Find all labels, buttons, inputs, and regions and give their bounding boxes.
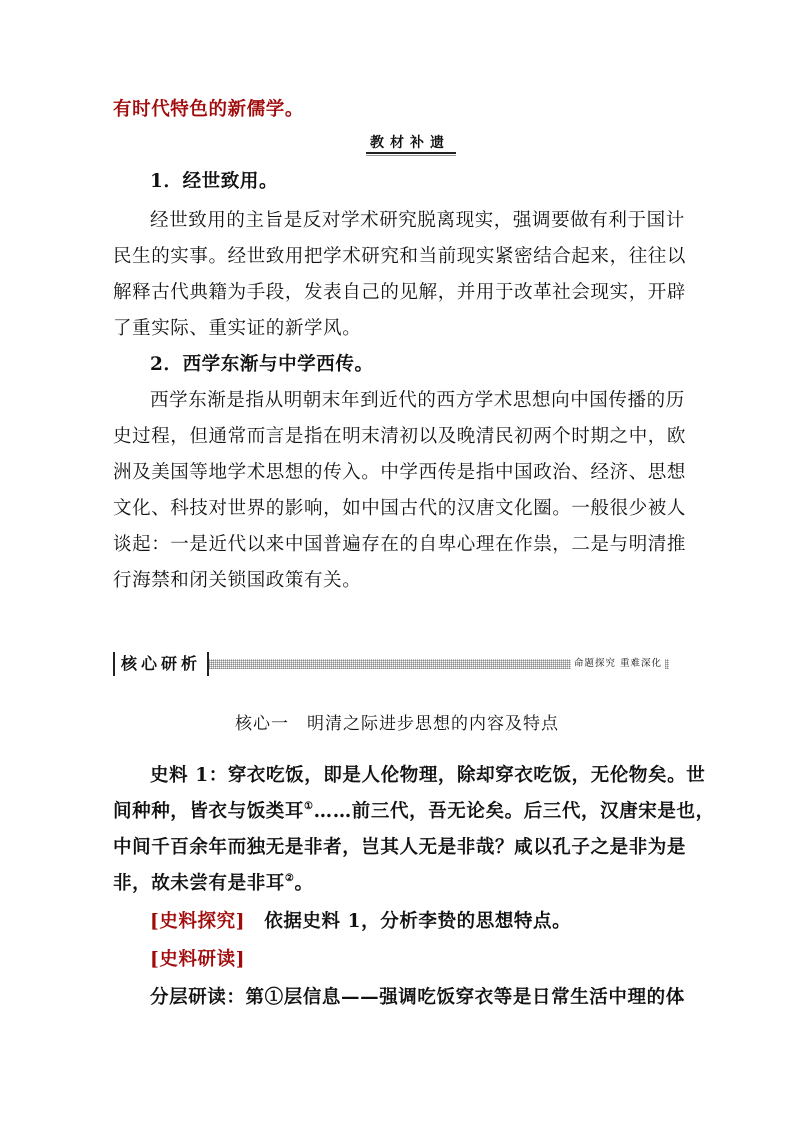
item1-line: 经世致用的主旨是反对学术研究脱离现实，强调要做有利于国计 (150, 210, 685, 231)
core-title: 核心一 明清之际进步思想的内容及特点 (235, 714, 559, 734)
item2-line: 谈起：一是近代以来中国普遍存在的自卑心理在作祟，二是与明清推 (113, 534, 687, 555)
supplement-tag (370, 133, 450, 155)
explore-text: 依据史料 1，分析李贽的思想特点。 (264, 911, 572, 932)
source1-line: 史料 1：穿衣吃饭，即是人伦物理，除却穿衣吃饭，无伦物矣。世 (150, 765, 706, 786)
tag-underline-thin (366, 155, 456, 156)
source1-text: 间种种，皆衣与饭类耳 (113, 801, 305, 822)
source1-text: 非，故未尝有是非耳 (113, 873, 285, 894)
intro-tail: 有时代特色的新儒学。 (113, 99, 305, 120)
explore-label: [史料探究] (150, 911, 246, 932)
item2-title: 2．西学东渐与中学西传。 (150, 354, 374, 375)
footnote-marker: ① (304, 801, 314, 812)
item2-line: 史过程，但通常而言是指在明末清初以及晚清民初两个时期之中，欧 (113, 426, 687, 447)
item2-line: 西学东渐是指从明朝末年到近代的西方学术思想向中国传播的历 (150, 390, 685, 411)
explore-row (150, 910, 571, 934)
item2-line: 洲及美国等地学术思想的传入。中学西传是指中国政治、经济、思想 (113, 462, 687, 483)
section-header (113, 652, 669, 676)
item1-line: 民生的实事。经世致用把学术研究和当前现实紧密结合起来，往往以 (113, 246, 687, 267)
item1-title: 1．经世致用。 (150, 171, 279, 192)
section-tag: 命题探究 重难深化 (571, 656, 665, 672)
source1-text: 。 (294, 873, 314, 894)
section-label: 核心研析 (113, 652, 209, 676)
source1-line2 (113, 800, 715, 824)
source1-text: ……前三代，吾无论矣。后三代，汉唐宋是也， (313, 801, 715, 822)
item1-line: 了重实际、重实证的新学风。 (113, 318, 362, 339)
source1-line: 中间千百余年而独无是非者，岂其人无是非哉？咸以孔子之是非为是 (113, 837, 687, 858)
tag-underline (366, 152, 456, 154)
study-label: [史料研读] (150, 949, 246, 970)
item2-line: 文化、科技对世界的影响，如中国古代的汉唐文化圈。一般很少被人 (113, 498, 687, 519)
study-row (150, 948, 245, 972)
item1-line: 解释古代典籍为手段，发表自己的见解，并用于改革社会现实，开辟 (113, 282, 687, 303)
item2-line: 行海禁和闭关锁国政策有关。 (113, 570, 362, 591)
study-line: 分层研读：第①层信息——强调吃饭穿衣等是日常生活中理的体 (150, 987, 685, 1008)
supplement-tag-text: 教材补遗 (370, 135, 450, 151)
source1-line4 (113, 872, 314, 896)
footnote-marker: ② (284, 873, 295, 884)
